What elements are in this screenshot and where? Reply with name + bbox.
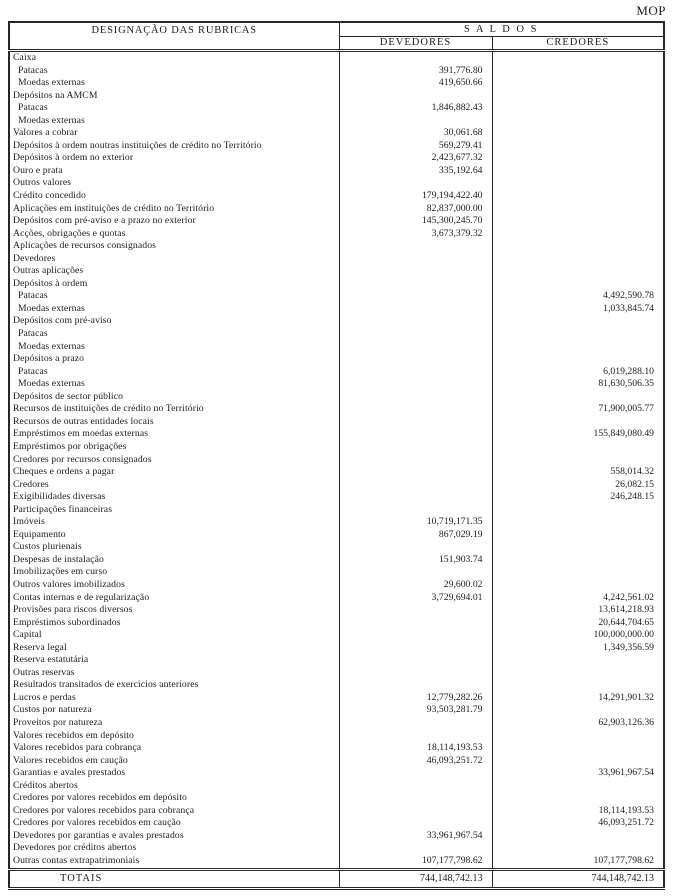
row-label: Valores recebidos em depósito xyxy=(9,730,339,743)
header-designacao-das-rubricas: DESIGNAÇÃO DAS RUBRICAS xyxy=(9,22,339,51)
totals-credores-value: 744,148,742.13 xyxy=(492,869,664,888)
row-credores-value xyxy=(492,441,664,454)
row-devedores-value: 419,650.66 xyxy=(339,77,492,90)
table-row xyxy=(9,77,664,90)
row-credores-value: 18,114,193.53 xyxy=(492,805,664,818)
row-label: Moedas externas xyxy=(9,115,339,128)
row-devedores-value xyxy=(339,253,492,266)
table-row xyxy=(9,516,664,529)
row-devedores-value: 10,719,171.35 xyxy=(339,516,492,529)
row-label: Lucros e perdas xyxy=(9,692,339,705)
row-devedores-value: 1,846,882.43 xyxy=(339,102,492,115)
row-devedores-value xyxy=(339,767,492,780)
row-credores-value xyxy=(492,579,664,592)
row-credores-value: 100,000,000.00 xyxy=(492,629,664,642)
row-credores-value xyxy=(492,654,664,667)
row-credores-value: 13,614,218.93 xyxy=(492,604,664,617)
row-label: Outras reservas xyxy=(9,667,339,680)
row-credores-value: 6,019,288.10 xyxy=(492,366,664,379)
row-label: Credores por valores recebidos em depósito xyxy=(9,792,339,805)
table-row xyxy=(9,353,664,366)
table-row xyxy=(9,165,664,178)
row-credores-value: 155,849,080.49 xyxy=(492,428,664,441)
row-devedores-value xyxy=(339,730,492,743)
row-devedores-value: 29,600.02 xyxy=(339,579,492,592)
row-label: Depósitos a prazo xyxy=(9,353,339,366)
row-devedores-value: 46,093,251.72 xyxy=(339,755,492,768)
table-row xyxy=(9,140,664,153)
table-row xyxy=(9,115,664,128)
row-devedores-value xyxy=(339,654,492,667)
row-credores-value xyxy=(492,529,664,542)
row-label: Depósitos à ordem noutras instituições de crédito no Território xyxy=(9,140,339,153)
table-row xyxy=(9,780,664,793)
row-label: Patacas xyxy=(9,290,339,303)
row-devedores-value xyxy=(339,315,492,328)
row-credores-value xyxy=(492,554,664,567)
balance-table xyxy=(8,21,665,890)
row-credores-value xyxy=(492,454,664,467)
row-label: Patacas xyxy=(9,328,339,341)
table-row xyxy=(9,253,664,266)
row-label: Empréstimos em moedas externas xyxy=(9,428,339,441)
row-label: Moedas externas xyxy=(9,77,339,90)
row-credores-value xyxy=(492,341,664,354)
row-devedores-value: 107,177,798.62 xyxy=(339,855,492,869)
table-row xyxy=(9,617,664,630)
row-credores-value: 62,903,126.36 xyxy=(492,717,664,730)
row-credores-value xyxy=(492,391,664,404)
table-row xyxy=(9,842,664,855)
row-devedores-value xyxy=(339,717,492,730)
row-credores-value: 26,082.15 xyxy=(492,479,664,492)
row-credores-value xyxy=(492,90,664,103)
row-devedores-value: 151,903.74 xyxy=(339,554,492,567)
row-label: Patacas xyxy=(9,366,339,379)
table-row xyxy=(9,240,664,253)
row-credores-value xyxy=(492,177,664,190)
row-label: Proveitos por natureza xyxy=(9,717,339,730)
row-label: Outros valores imobilizados xyxy=(9,579,339,592)
table-row xyxy=(9,554,664,567)
row-devedores-value xyxy=(339,466,492,479)
table-row xyxy=(9,215,664,228)
header-row-1 xyxy=(9,22,664,37)
row-credores-value: 4,492,590.78 xyxy=(492,290,664,303)
row-credores-value xyxy=(492,165,664,178)
row-credores-value xyxy=(492,730,664,743)
table-row xyxy=(9,315,664,328)
row-label: Crédito concedido xyxy=(9,190,339,203)
row-devedores-value xyxy=(339,353,492,366)
row-credores-value xyxy=(492,566,664,579)
table-row xyxy=(9,391,664,404)
table-row xyxy=(9,366,664,379)
row-devedores-value xyxy=(339,90,492,103)
row-devedores-value xyxy=(339,792,492,805)
row-label: Valores recebidos em caução xyxy=(9,755,339,768)
row-label: Caixa xyxy=(9,51,339,65)
row-devedores-value xyxy=(339,265,492,278)
table-row xyxy=(9,479,664,492)
row-credores-value: 46,093,251.72 xyxy=(492,817,664,830)
table-row xyxy=(9,102,664,115)
row-devedores-value xyxy=(339,303,492,316)
table-row xyxy=(9,830,664,843)
row-credores-value: 81,630,506.35 xyxy=(492,378,664,391)
row-credores-value xyxy=(492,679,664,692)
row-devedores-value xyxy=(339,366,492,379)
row-devedores-value xyxy=(339,566,492,579)
table-row xyxy=(9,730,664,743)
row-devedores-value xyxy=(339,403,492,416)
row-devedores-value xyxy=(339,479,492,492)
table-row xyxy=(9,265,664,278)
row-credores-value xyxy=(492,755,664,768)
table-row xyxy=(9,328,664,341)
table-row xyxy=(9,855,664,869)
row-label: Custos por natureza xyxy=(9,704,339,717)
table-row xyxy=(9,454,664,467)
row-label: Ouro e prata xyxy=(9,165,339,178)
row-devedores-value xyxy=(339,642,492,655)
row-label: Aplicações em instituições de crédito no Território xyxy=(9,203,339,216)
table-row xyxy=(9,278,664,291)
header-credores: CREDORES xyxy=(492,37,664,51)
row-credores-value: 33,961,967.54 xyxy=(492,767,664,780)
row-devedores-value xyxy=(339,278,492,291)
row-credores-value xyxy=(492,353,664,366)
row-credores-value xyxy=(492,315,664,328)
row-devedores-value xyxy=(339,341,492,354)
row-devedores-value xyxy=(339,504,492,517)
row-label: Depósitos à ordem no exterior xyxy=(9,152,339,165)
row-label: Provisões para riscos diversos xyxy=(9,604,339,617)
row-label: Acções, obrigações e quotas xyxy=(9,228,339,241)
table-row xyxy=(9,504,664,517)
row-devedores-value: 2,423,677.32 xyxy=(339,152,492,165)
row-label: Empréstimos por obrigações xyxy=(9,441,339,454)
table-row xyxy=(9,341,664,354)
row-devedores-value: 12,779,282.26 xyxy=(339,692,492,705)
row-credores-value xyxy=(492,203,664,216)
row-label: Custos plurienais xyxy=(9,541,339,554)
table-row xyxy=(9,428,664,441)
row-label: Exigibilidades diversas xyxy=(9,491,339,504)
row-label: Despesas de instalação xyxy=(9,554,339,567)
row-label: Credores xyxy=(9,479,339,492)
row-devedores-value xyxy=(339,629,492,642)
row-label: Credores por valores recebidos para cobrança xyxy=(9,805,339,818)
totals-label: TOTAIS xyxy=(9,869,339,888)
row-devedores-value xyxy=(339,177,492,190)
row-credores-value xyxy=(492,77,664,90)
row-label: Devedores por garantias e avales prestados xyxy=(9,830,339,843)
row-label: Contas internas e de regularização xyxy=(9,592,339,605)
row-label: Outras aplicações xyxy=(9,265,339,278)
row-credores-value xyxy=(492,742,664,755)
row-devedores-value xyxy=(339,290,492,303)
row-credores-value: 558,014.32 xyxy=(492,466,664,479)
row-devedores-value xyxy=(339,842,492,855)
row-devedores-value xyxy=(339,679,492,692)
row-credores-value xyxy=(492,152,664,165)
row-devedores-value xyxy=(339,491,492,504)
row-credores-value: 1,033,845.74 xyxy=(492,303,664,316)
header-saldos: S A L D O S xyxy=(339,22,664,37)
row-credores-value xyxy=(492,127,664,140)
table-row xyxy=(9,127,664,140)
row-label: Recursos de instituições de crédito no Território xyxy=(9,403,339,416)
table-row xyxy=(9,303,664,316)
row-credores-value: 1,349,356.59 xyxy=(492,642,664,655)
row-devedores-value xyxy=(339,378,492,391)
table-row xyxy=(9,679,664,692)
row-label: Garantias e avales prestados xyxy=(9,767,339,780)
row-devedores-value xyxy=(339,115,492,128)
row-label: Patacas xyxy=(9,65,339,78)
row-devedores-value xyxy=(339,51,492,65)
table-row xyxy=(9,203,664,216)
row-credores-value xyxy=(492,704,664,717)
row-devedores-value xyxy=(339,416,492,429)
row-label: Aplicações de recursos consignados xyxy=(9,240,339,253)
row-label: Moedas externas xyxy=(9,341,339,354)
row-devedores-value: 179,194,422.40 xyxy=(339,190,492,203)
row-devedores-value xyxy=(339,817,492,830)
table-header xyxy=(9,22,664,51)
row-credores-value xyxy=(492,215,664,228)
table-row xyxy=(9,416,664,429)
totals-devedores-value: 744,148,742.13 xyxy=(339,869,492,888)
table-row xyxy=(9,817,664,830)
row-credores-value xyxy=(492,830,664,843)
table-row xyxy=(9,692,664,705)
row-credores-value: 4,242,561.02 xyxy=(492,592,664,605)
row-label: Valores recebidos para cobrança xyxy=(9,742,339,755)
table-row xyxy=(9,491,664,504)
row-devedores-value: 3,673,379.32 xyxy=(339,228,492,241)
row-credores-value xyxy=(492,667,664,680)
row-devedores-value xyxy=(339,780,492,793)
totals-row xyxy=(9,869,664,888)
row-label: Imóveis xyxy=(9,516,339,529)
row-devedores-value: 3,729,694.01 xyxy=(339,592,492,605)
row-devedores-value: 391,776.80 xyxy=(339,65,492,78)
table-row xyxy=(9,228,664,241)
row-label: Credores por valores recebidos em caução xyxy=(9,817,339,830)
row-label: Depósitos com pré-aviso e a prazo no exterior xyxy=(9,215,339,228)
table-row xyxy=(9,654,664,667)
row-label: Patacas xyxy=(9,102,339,115)
row-credores-value xyxy=(492,842,664,855)
table-row xyxy=(9,441,664,454)
table-row xyxy=(9,290,664,303)
row-devedores-value: 335,192.64 xyxy=(339,165,492,178)
row-credores-value xyxy=(492,792,664,805)
row-credores-value xyxy=(492,190,664,203)
row-label: Empréstimos subordinados xyxy=(9,617,339,630)
row-devedores-value xyxy=(339,805,492,818)
row-credores-value xyxy=(492,240,664,253)
table-row xyxy=(9,579,664,592)
table-row xyxy=(9,667,664,680)
row-label: Créditos abertos xyxy=(9,780,339,793)
row-devedores-value xyxy=(339,454,492,467)
row-devedores-value xyxy=(339,667,492,680)
row-devedores-value: 33,961,967.54 xyxy=(339,830,492,843)
table-row xyxy=(9,529,664,542)
row-label: Participações financeiras xyxy=(9,504,339,517)
table-row xyxy=(9,755,664,768)
row-credores-value xyxy=(492,115,664,128)
row-devedores-value xyxy=(339,328,492,341)
row-devedores-value: 569,279.41 xyxy=(339,140,492,153)
currency-label: MOP xyxy=(636,3,666,18)
header-devedores: DEVEDORES xyxy=(339,37,492,51)
table-row xyxy=(9,51,664,65)
table-row xyxy=(9,90,664,103)
table-row xyxy=(9,177,664,190)
table-row xyxy=(9,592,664,605)
row-label: Capital xyxy=(9,629,339,642)
table-row xyxy=(9,566,664,579)
row-credores-value xyxy=(492,278,664,291)
row-label: Valores a cobrar xyxy=(9,127,339,140)
row-devedores-value: 145,300,245.70 xyxy=(339,215,492,228)
row-credores-value xyxy=(492,541,664,554)
row-label: Moedas externas xyxy=(9,303,339,316)
row-credores-value xyxy=(492,253,664,266)
table-row xyxy=(9,65,664,78)
row-devedores-value xyxy=(339,391,492,404)
row-devedores-value xyxy=(339,441,492,454)
row-label: Credores por recursos consignados xyxy=(9,454,339,467)
row-label: Outras contas extrapatrimoniais xyxy=(9,855,339,869)
row-credores-value xyxy=(492,228,664,241)
table-row xyxy=(9,604,664,617)
row-devedores-value xyxy=(339,541,492,554)
row-credores-value xyxy=(492,140,664,153)
row-label: Imobilizações em curso xyxy=(9,566,339,579)
row-credores-value: 246,248.15 xyxy=(492,491,664,504)
table-row xyxy=(9,466,664,479)
table-row xyxy=(9,190,664,203)
table-row xyxy=(9,403,664,416)
row-devedores-value: 93,503,281.79 xyxy=(339,704,492,717)
row-credores-value xyxy=(492,516,664,529)
row-credores-value: 20,644,704.65 xyxy=(492,617,664,630)
table-row xyxy=(9,742,664,755)
row-label: Outros valores xyxy=(9,177,339,190)
row-credores-value: 14,291,901.32 xyxy=(492,692,664,705)
row-devedores-value xyxy=(339,617,492,630)
row-credores-value xyxy=(492,504,664,517)
row-devedores-value xyxy=(339,604,492,617)
row-devedores-value xyxy=(339,428,492,441)
table-row xyxy=(9,717,664,730)
row-credores-value xyxy=(492,265,664,278)
row-label: Reserva estatutária xyxy=(9,654,339,667)
table-row xyxy=(9,792,664,805)
table-body xyxy=(9,51,664,870)
row-credores-value xyxy=(492,416,664,429)
row-label: Depósitos de sector público xyxy=(9,391,339,404)
row-credores-value: 107,177,798.62 xyxy=(492,855,664,869)
row-label: Reserva legal xyxy=(9,642,339,655)
table-row xyxy=(9,152,664,165)
row-label: Depósitos na AMCM xyxy=(9,90,339,103)
row-devedores-value: 30,061.68 xyxy=(339,127,492,140)
table-row xyxy=(9,805,664,818)
row-devedores-value: 82,837,000.00 xyxy=(339,203,492,216)
table-footer xyxy=(9,869,664,888)
row-label: Devedores xyxy=(9,253,339,266)
row-label: Recursos de outras entidades locais xyxy=(9,416,339,429)
row-label: Depósitos à ordem xyxy=(9,278,339,291)
row-label: Equipamento xyxy=(9,529,339,542)
row-label: Depósitos com pré-aviso xyxy=(9,315,339,328)
row-devedores-value: 867,029.19 xyxy=(339,529,492,542)
table-row xyxy=(9,378,664,391)
row-credores-value xyxy=(492,65,664,78)
table-row xyxy=(9,767,664,780)
row-devedores-value xyxy=(339,240,492,253)
table-row xyxy=(9,629,664,642)
row-label: Resultados transitados de exercicios anteriores xyxy=(9,679,339,692)
table-row xyxy=(9,642,664,655)
row-credores-value xyxy=(492,328,664,341)
row-credores-value xyxy=(492,102,664,115)
table-row xyxy=(9,541,664,554)
row-credores-value xyxy=(492,51,664,65)
row-label: Devedores por créditos abertos xyxy=(9,842,339,855)
row-credores-value: 71,900,005.77 xyxy=(492,403,664,416)
row-label: Moedas externas xyxy=(9,378,339,391)
row-credores-value xyxy=(492,780,664,793)
row-label: Cheques e ordens a pagar xyxy=(9,466,339,479)
row-devedores-value: 18,114,193.53 xyxy=(339,742,492,755)
table-row xyxy=(9,704,664,717)
